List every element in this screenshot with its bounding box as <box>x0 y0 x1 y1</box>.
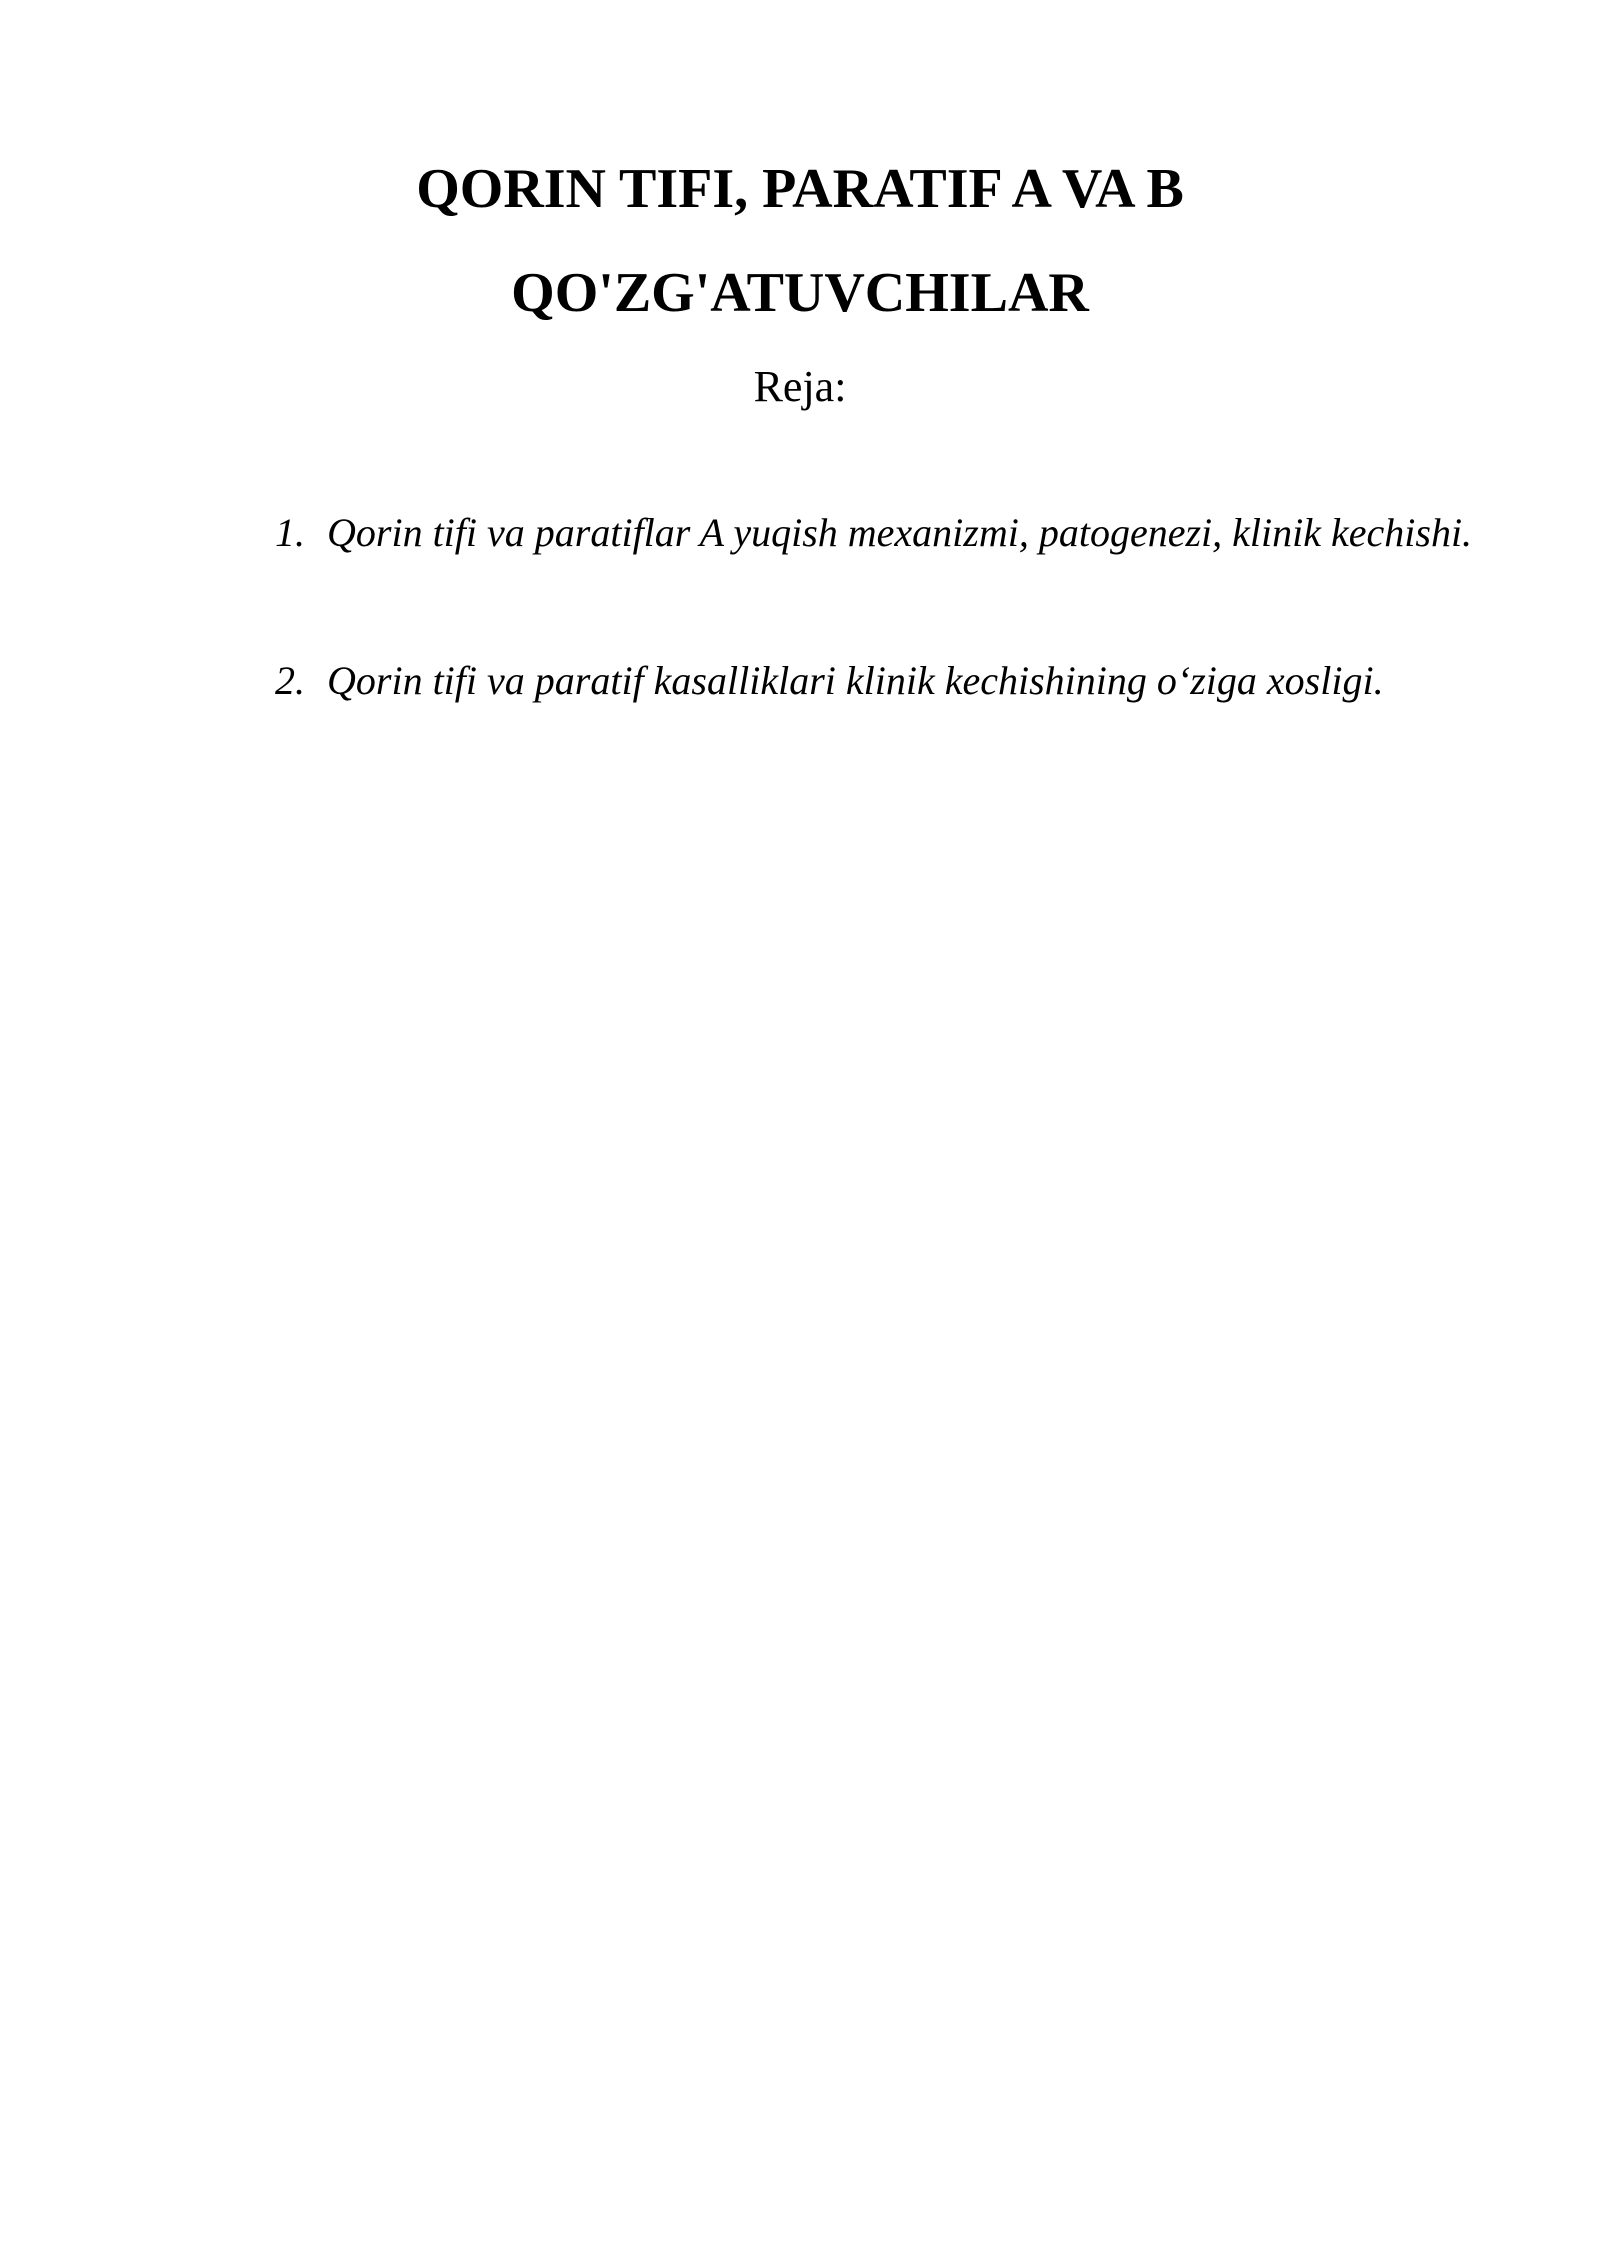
document-title-line-2: QO'ZG'ATUVCHILAR <box>511 262 1089 324</box>
plan-item-1 <box>275 496 1485 644</box>
plan-item-number: 1. <box>275 510 305 555</box>
plan-item-text: Qorin tifi va paratiflar A yuqish mexanizmi, patogenezi, klinik kechishi. <box>327 510 1473 555</box>
plan-heading: Reja: <box>753 362 847 411</box>
plan-item-2 <box>275 644 1485 718</box>
plan-item-number: 2. <box>275 658 305 703</box>
plan-list <box>275 496 1485 718</box>
document-title-line-1: QORIN TIFI, PARATIF A VA B <box>416 158 1184 220</box>
plan-item-text: Qorin tifi va paratif kasalliklari klinik kechishining o‘ziga xosligi. <box>327 658 1384 703</box>
